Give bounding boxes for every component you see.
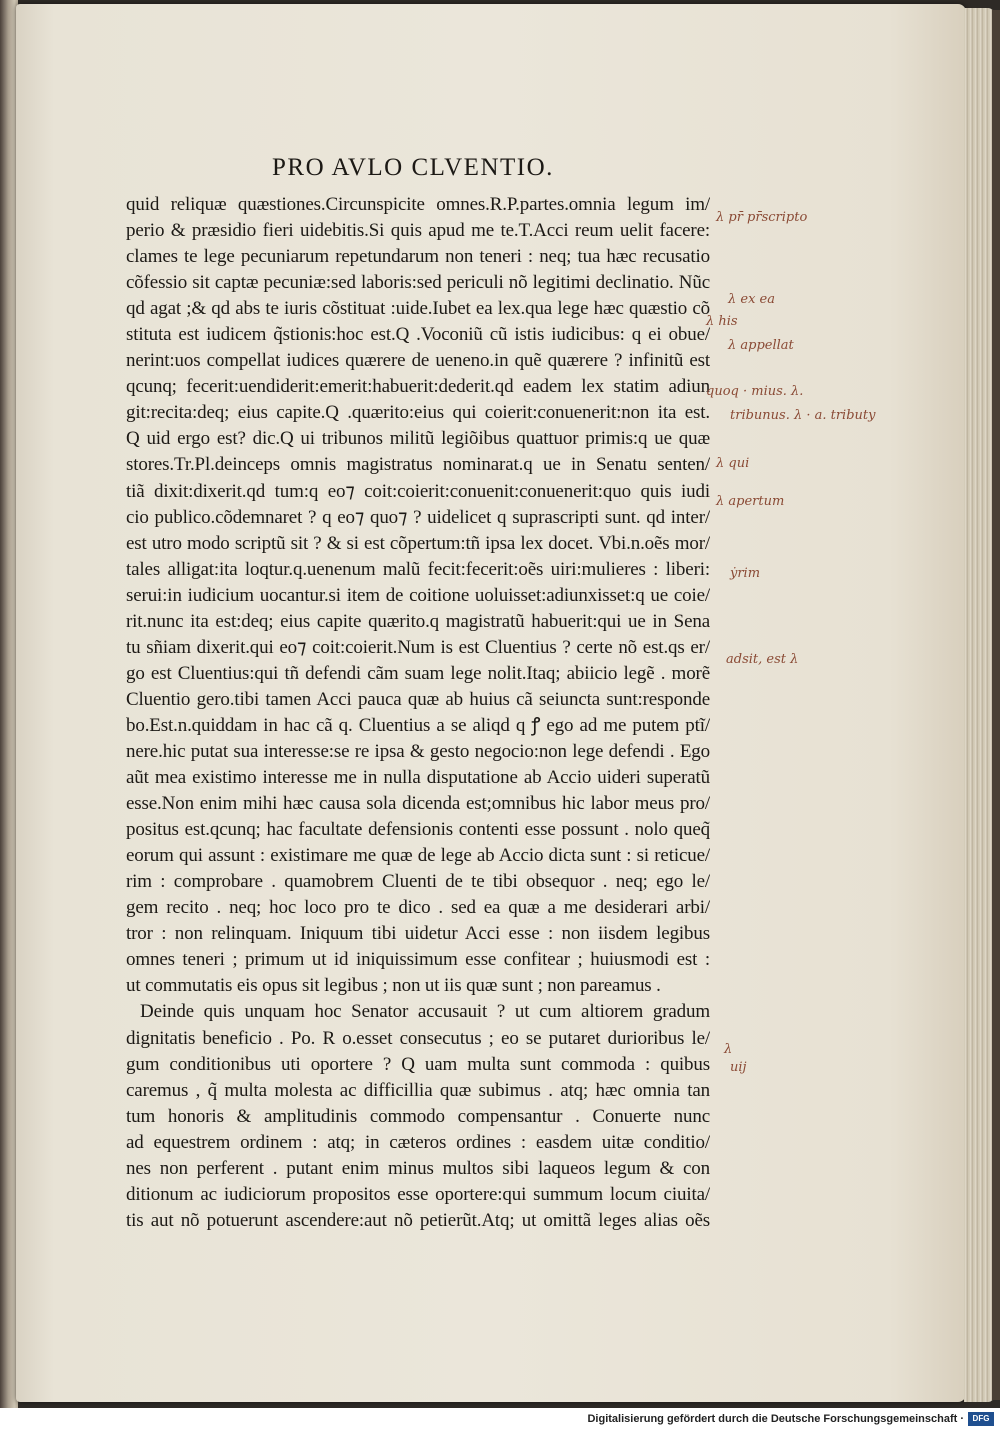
text-line: cõfessio sit captæ pecuniæ:sed laboris:sed periculi nõ legitimi declinatio. Nũc — [126, 272, 710, 294]
text-line: qcunq; fecerit:uendiderit:emerit:habuerit:dederit.qd eadem lex statim adiun — [126, 376, 710, 398]
text-line: stituta est iudicem q̃stionis:hoc est.Q .Voconiũ cũ istis iudicibus: q ei obue/ — [126, 324, 710, 346]
text-line: omnes teneri ; primum ut id iniquissimum esse confitear ; huiusmodi est : — [126, 949, 710, 971]
text-line: gum conditionibus uti oportere ? Q uam multa sunt commoda : quibus — [126, 1053, 710, 1075]
text-line: clames te lege pecuniarum repetundarum non teneri : neq; tua hæc recusatio — [126, 246, 710, 268]
marginal-note: λ apertum — [716, 494, 785, 509]
text-line: rit.nunc ita est:deq; eius capite quærito.q magistratũ habuerit:qui ue in Sena — [126, 610, 710, 632]
marginal-note: λ appellat — [728, 338, 794, 353]
text-line: ditionum ac iudiciorum propositos esse oportere:qui summum locum ciuita/ — [126, 1183, 710, 1205]
marginal-note: ẏrim — [730, 566, 761, 581]
text-line: serui:in iudicium uocantur.si item de coitione uoluisset:adiunxisset:q ue coie/ — [126, 584, 710, 606]
book-cover-edge — [992, 10, 1000, 1400]
footer-bar — [0, 1408, 1000, 1431]
text-line: tis aut nõ potuerunt ascendere:aut nõ petierũt.Atq; ut omittã leges alias oẽs — [126, 1209, 710, 1231]
text-line: caremus , q̃ multa molesta ac difficillia quæ subimus . atq; hæc omnia tan — [126, 1079, 710, 1101]
marginal-note: adsit, est λ — [726, 652, 799, 667]
text-line: est utro modo scriptũ sit ? & si est cõpertum:tñ ipsa lex docet. Vbi.n.oẽs mor/ — [126, 532, 710, 554]
book-page — [16, 4, 966, 1402]
text-line: gem recito . neq; hoc loco pro te dico . sed ea quæ a me desiderari arbi/ — [126, 897, 710, 919]
marginal-note: quoq · mius. λ. — [706, 384, 804, 399]
text-line: stores.Tr.Pl.deinceps omnis magistratus nominarat.q ue in Senatu senten/ — [126, 454, 710, 476]
text-line: positus est.qcunq; hac facultate defensionis contenti esse possunt . nolo queq̃ — [126, 819, 710, 841]
text-line: ut commutatis eis opus sit legibus ; non ut iis quæ sunt ; non pareamus . — [126, 975, 661, 997]
text-line: bo.Est.n.quiddam in hac cã q. Cluentius a se aliqd q ꝭ ego ad me putem ptĩ/ — [126, 714, 710, 736]
text-line: rim : comprobare . quamobrem Cluenti de te tibi obsequor . neq; ego le/ — [126, 871, 710, 893]
text-line: dignitatis beneficio . Po. R o.esset consecutus ; eo se putaret durioribus le/ — [126, 1027, 710, 1049]
text-line: Cluentio gero.tibi tamen Acci pauca quæ ab huius cã seiuncta sunt:responde — [126, 688, 710, 710]
marginal-note: λ pr̄ pr̄scripto — [716, 210, 808, 225]
running-head: PRO AVLO CLVENTIO. — [272, 154, 554, 181]
text-line: qd agat ;& qd abs te iuris cõstituat :uide.Iubet ea lex.qua lege hæc quæstio cõ — [126, 298, 710, 320]
text-line: tu sñiam dixerit.qui eo⁊ coit:coierit.Num is est Cluentius ? certe nõ est.qs er/ — [126, 636, 710, 658]
text-line: git:recita:deq; eius capite.Q .quærito:eius qui coierit:conuenerit:non ita est. — [126, 402, 710, 424]
text-line: tiã dixit:dixerit.qd tum:q eo⁊ coit:coierit:conuenit:conuenerit:quo quis iudi — [126, 480, 710, 502]
body-text-block — [126, 192, 710, 1234]
text-line: nerint:uos compellat iudices quærere de ueneno.in quẽ quærere ? infinitũ est — [126, 350, 710, 372]
text-line: esse.Non enim mihi hæc causa sola dicenda est;omnibus hic labor meus pro/ — [126, 793, 710, 815]
marginal-note: λ his — [706, 314, 738, 329]
text-line: tales alligat:ita loqtur.q.uenenum malũ fecit:fecerit:oẽs uiri:mulieres : liberi: — [126, 558, 710, 580]
stacked-page-edges — [964, 8, 994, 1402]
paragraph-first-line: Deinde quis unquam hoc Senator accusauit ? ut cum altiorem gradum — [140, 1001, 710, 1023]
marginal-note: λ qui — [716, 456, 750, 471]
text-line: eorum qui assunt : existimare me quæ de lege ab Accio dicta sunt : si reticue/ — [126, 845, 710, 867]
marginal-note: λ — [724, 1042, 733, 1057]
text-line: nere.hic putat sua interesse:se re ipsa & gesto negocio:non lege defendi . Ego — [126, 740, 710, 762]
marginal-note: λ ex ea — [728, 292, 775, 307]
marginal-note: tribunus. λ · a. tributy — [730, 408, 876, 423]
text-line: tum honoris & amplitudinis commodo compensantur . Conuerte nunc — [126, 1105, 710, 1127]
text-line: aũt mea existimo interesse me in nulla disputatione ab Accio uideri superatũ — [126, 767, 710, 789]
marginal-note: uij — [730, 1060, 747, 1075]
dfg-logo-icon: DFG — [968, 1412, 994, 1426]
funding-credit: Digitalisierung gefördert durch die Deutsche Forschungsgemeinschaft · — [587, 1413, 964, 1425]
text-line: perio & præsidio fieri uidebitis.Si quis apud me te.T.Acci reum uelit facere: — [126, 220, 710, 242]
text-line: tror : non relinquam. Iniquum tibi uidetur Acci esse : non iisdem legibus — [126, 923, 710, 945]
text-line: quid reliquæ quæstiones.Circunspicite omnes.R.P.partes.omnia legum im/ — [126, 194, 710, 215]
text-line: go est Cluentius:qui tñ defendi cãm suam lege nolit.Itaq; abiicio legẽ . morẽ — [126, 662, 710, 684]
text-line: cio publico.cõdemnaret ? q eo⁊ quo⁊ ? uidelicet q suprascripti sunt. qd inter/ — [126, 506, 710, 528]
text-line: ad equestrem ordinem : atq; in cæteros ordines : easdem uitæ conditio/ — [126, 1131, 710, 1153]
text-line: nes non perferent . putant enim minus multos sibi laqueos legum & con — [126, 1157, 710, 1179]
text-line: Q uid ergo est? dic.Q ui tribunos militũ legiõibus quattuor primis:q ue quæ — [126, 428, 710, 450]
